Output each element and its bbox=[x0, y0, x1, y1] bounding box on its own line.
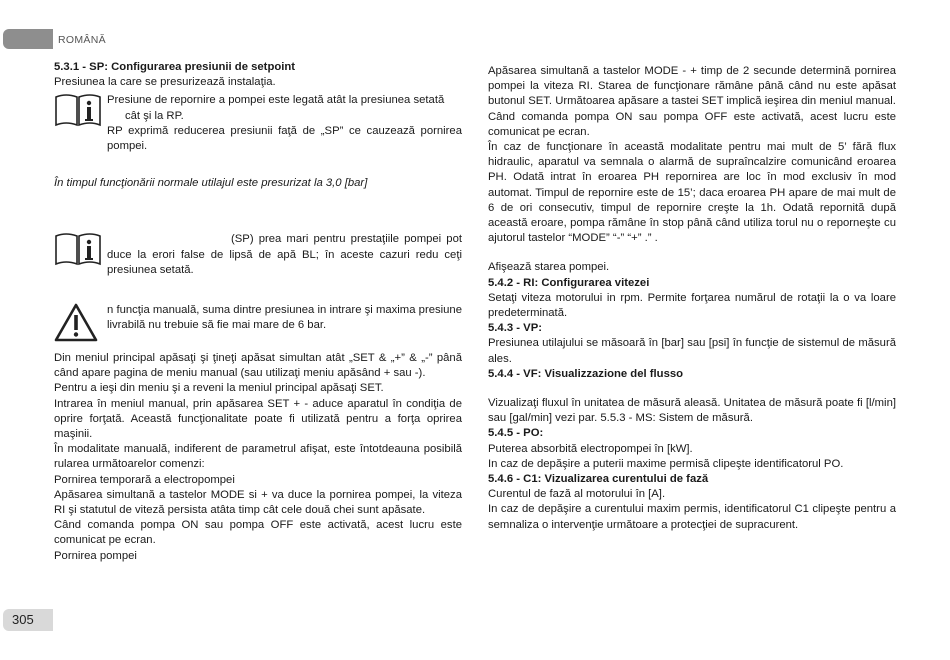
info-note bbox=[54, 93, 462, 154]
paragraph: Presiunea utilajului se măsoară în [bar] sau [psi] în funcţie de sistemul de măsură ales. bbox=[488, 337, 896, 365]
paragraph: Intrarea în meniul manual, prin apăsarea SET + - aduce aparatul în condiţia de oprire forţată. Această funcţionalitate poate fi utilizată pentru a forţa oprirea maşinii. bbox=[54, 397, 462, 441]
paragraph: Presiunea la care se presurizează instalaţia. bbox=[54, 76, 276, 89]
section-heading-5-4-6: 5.4.6 - C1: Vizualizarea curentului de fază bbox=[488, 473, 709, 486]
note-line: cât şi la RP. bbox=[125, 109, 184, 122]
paragraph: În caz de funcţionare în această modalitate pentru mai mult de 5’ fără flux hidraulic, aparatul va semnala o alarmă de supraîncalzire comunicând eroarea PH. Odată intrat în eroarea PH repornirea are loc în mod exclusiv în mod automat. Timpul de repornire este de 15’; daca eroarea PH apare de mai mult de 6 de ori consecutiv, timpul de repornire creşte la 1h. Odată repornită după această eroare, pompa rămâne în stop până când utiliza torul nu o reporneşte cu ajutorul tastelor “MODE” “-” “+” .” . bbox=[488, 141, 896, 245]
section-heading-5-4-5: 5.4.5 - PO: bbox=[488, 427, 544, 440]
language-label: ROMÂNĂ bbox=[58, 34, 106, 46]
paragraph: Când comanda pompa ON sau pompa OFF este activată, acest lucru este comunicat pe ecran. bbox=[488, 110, 896, 138]
warning-note bbox=[54, 303, 462, 343]
paragraph: In caz de depăşire a puterii maxime permisă clipeşte identificatorul PO. bbox=[488, 457, 844, 470]
paragraph: Apăsarea simultană a tastelor MODE si + va duce la pornirea pompei, la viteza RI şi statutul de viteză persista atâta timp cât cele două chei sunt apăsate. bbox=[54, 488, 462, 517]
manual-info-icon bbox=[54, 232, 102, 266]
paragraph: In caz de depăşire a curentului maxim permis, identificatorul C1 clipeşte pentru a semnaliza o intervenţie următoare a protecţiei de supracurent. bbox=[488, 503, 896, 531]
paragraph: Pentru a ieşi din meniu şi a reveni la meniul principal apăsaţi SET. bbox=[54, 382, 384, 395]
info-note bbox=[54, 232, 462, 278]
note-line: Presiune de repornire a pompei este legată atât la presiunea setată bbox=[107, 94, 445, 107]
note-text: (SP) prea mari pentru prestaţiile pompei pot duce la erori false de lipsă de apă BL; în aceste cazuri redu ceţi presiunea setată. bbox=[107, 233, 462, 276]
paragraph: Pornirea pompei bbox=[54, 549, 137, 562]
italic-statement: În timpul funcţionării normale utilajul este presurizat la 3,0 [bar] bbox=[54, 177, 368, 190]
right-column bbox=[488, 64, 896, 533]
warning-triangle-icon bbox=[54, 303, 102, 343]
warning-text: n funcţia manuală, suma dintre presiunea in intrare şi maxima presiune livrabilă nu trebuie să fie mai mare de 6 bar. bbox=[107, 304, 462, 332]
note-line: RP exprimă reducerea presiunii faţă de „SP” ce cauzează pornirea pompei. bbox=[107, 124, 462, 153]
paragraph: Din meniul principal apăsaţi şi ţineţi apăsat simultan atât „SET & „+” & „-” până când apare pagina de meniu manual (sau utilizaţi meniu apăsând + sau -). bbox=[54, 352, 462, 380]
paragraph: Puterea absorbită electropompei în [kW]. bbox=[488, 442, 693, 455]
section-heading-5-4-3: 5.4.3 - VP: bbox=[488, 322, 542, 335]
manual-info-icon bbox=[54, 93, 102, 127]
section-heading-5-3-1: 5.3.1 - SP: Configurarea presiunii de setpoint bbox=[54, 61, 296, 73]
paragraph: Curentul de fază al motorului în [A]. bbox=[488, 488, 666, 501]
paragraph: În modalitate manuală, indiferent de parametrul afişat, este întotdeauna posibilă rularea următoarelor comenzi: bbox=[54, 443, 462, 471]
paragraph: Apăsarea simultană a tastelor MODE - + timp de 2 secunde determină pornirea pompei la viteza RI. Starea de funcţionare rămâne până când nu este apăsat butonul SET. Următoarea apăsare a tastei SET implică ieşirea din meniul manual. bbox=[488, 65, 896, 108]
left-column bbox=[54, 60, 462, 564]
paragraph: Afişează starea pompei. bbox=[488, 261, 610, 274]
paragraph: Setaţi viteza motorului in rpm. Permite forţarea numărul de rotaţii la o va loare predeterminată. bbox=[488, 291, 896, 320]
paragraph: Vizualizaţi fluxul în unitatea de măsură aleasă. Unitatea de măsură poate fi [l/min] sau [gal/min] vezi par. 5.5.3 - MS: Sistem de măsură. bbox=[488, 397, 896, 425]
page-number: 305 bbox=[12, 612, 34, 627]
section-heading-5-4-2: 5.4.2 - RI: Configurarea vitezei bbox=[488, 276, 650, 289]
section-heading-5-4-4: 5.4.4 - VF: Visualizzazione del flusso bbox=[488, 367, 684, 380]
paragraph: Când comanda pompa ON sau pompa OFF este activată, acest lucru este comunicat pe ecran. bbox=[54, 519, 462, 547]
language-tab bbox=[3, 29, 53, 49]
paragraph: Pornirea temporară a electropompei bbox=[54, 473, 235, 486]
